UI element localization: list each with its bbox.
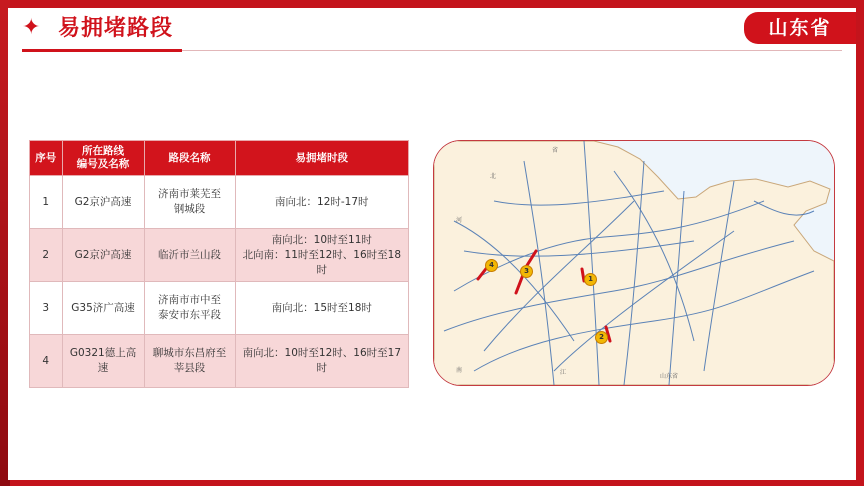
cell-time: 南向北：10时至12时、16时至17时 xyxy=(235,335,408,388)
marker-1: 1 xyxy=(584,273,597,286)
cell-no: 1 xyxy=(30,176,63,229)
cell-section: 济南市市中至 泰安市东平段 xyxy=(144,282,235,335)
header-time: 易拥堵时段 xyxy=(235,141,408,176)
cell-route: G2京沪高速 xyxy=(62,229,144,282)
cell-time: 南向北：12时-17时 xyxy=(235,176,408,229)
sparkle-star-icon: ✦ xyxy=(22,15,41,40)
map-label-he: 河 xyxy=(456,217,463,224)
header-route xyxy=(62,141,144,176)
table-row xyxy=(30,335,409,388)
map-label-bei: 北 xyxy=(490,173,497,180)
table-header-row xyxy=(30,141,409,176)
cell-section: 济南市莱芜至 钢城段 xyxy=(144,176,235,229)
table-row xyxy=(30,282,409,335)
map-label-sheng: 省 xyxy=(552,147,559,154)
title-divider-accent xyxy=(22,49,182,52)
cell-route: G0321德上高速 xyxy=(62,335,144,388)
header-no: 序号 xyxy=(30,141,63,176)
province-badge: 山东省 xyxy=(744,12,856,44)
cell-route: G2京沪高速 xyxy=(62,176,144,229)
cell-no: 2 xyxy=(30,229,63,282)
cell-no: 3 xyxy=(30,282,63,335)
marker-4: 4 xyxy=(485,259,498,272)
table-row xyxy=(30,229,409,282)
map-label-nan: 南 xyxy=(456,367,463,374)
cell-time: 南向北：15时至18时 xyxy=(235,282,408,335)
map-label-jiang: 江 xyxy=(560,369,567,376)
header-route-text: 所在路线 编号及名称 xyxy=(76,145,130,170)
cell-time: 南向北：10时至11时 北向南：11时至12时、16时至18时 xyxy=(235,229,408,282)
page-title: 易拥堵路段 xyxy=(58,16,174,41)
header-section: 路段名称 xyxy=(144,141,235,176)
cell-no: 4 xyxy=(30,335,63,388)
cell-route: G35济广高速 xyxy=(62,282,144,335)
map-label-province: 山东省 xyxy=(660,373,679,380)
marker-3: 3 xyxy=(520,265,533,278)
congestion-table xyxy=(29,140,409,388)
cell-section: 临沂市兰山段 xyxy=(144,229,235,282)
marker-2: 2 xyxy=(595,331,608,344)
shandong-highway-map xyxy=(433,140,835,386)
cell-section: 聊城市东昌府至 莘县段 xyxy=(144,335,235,388)
table-row xyxy=(30,176,409,229)
